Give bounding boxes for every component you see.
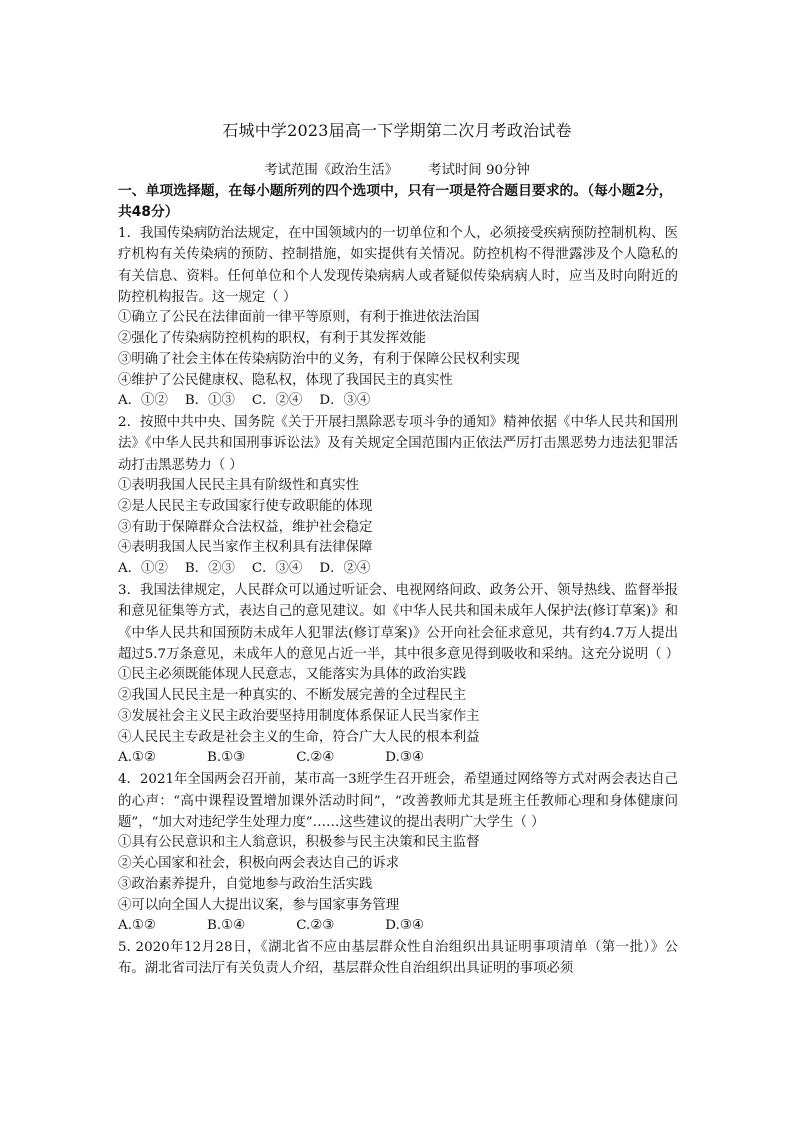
question-stem: 3．我国法律规定，人民群众可以通过听证会、电视网络问政、政务公开、领导热线、监督举报和意见征集等方式，表达自己的意见建议。如《中华人民共和国未成年人保护法(修订草案)》和《中华人民共和国预防未成年人犯罪法(修订草案)》公开向社会征求意见，共有约4.7万人提出超过5.7万条意见，未成年人的意见占近一半，其中很多意见得到吸收和采纳。这充分说明（ ） (118, 583, 680, 662)
answer-options: A．①② B．①③ C．②④ D．③④ (118, 393, 371, 409)
statement-3: ③有助于保障群众合法权益，维护社会稳定 (118, 519, 373, 535)
statement-2: ②强化了传染病防控机构的职权，有利于其发挥效能 (118, 330, 426, 346)
exam-title: 石城中学2023届高一下学期第二次月考政治试卷 (222, 121, 572, 140)
statement-4: ④可以向全国人大提出议案，参与国家事务管理 (118, 897, 400, 913)
statement-2: ②我国人民民主是一种真实的、不断发展完善的全过程民主 (118, 688, 467, 704)
exam-meta (0, 159, 794, 178)
question-5 (118, 937, 678, 980)
statement-1: ①表明我国人民民主具有阶级性和真实性 (118, 478, 360, 494)
answer-options: A．①② B．②③ C．③④ D．②④ (118, 561, 371, 577)
question-stem: 2．按照中共中央、国务院《关于开展扫黑除恶专项斗争的通知》精神依据《中华人民共和国刑法》《中华人民共和国刑事诉讼法》及有关规定全国范围内正依法严厉打击黑恶势力违法犯罪活动打击黑恶势力（ ） (118, 415, 678, 473)
question-3 (118, 580, 678, 769)
statement-1: ①确立了公民在法律面前一律平等原则，有利于推进依法治国 (118, 310, 480, 326)
statement-4: ④表明我国人民当家作主权利具有法律保障 (118, 540, 373, 556)
exam-scope: 考试范围《政治生活》 (264, 163, 399, 178)
question-stem: 1．我国传染病防治法规定，在中国领域内的一切单位和个人，必须接受疾病预防控制机构、医疗机构有关传染病的预防、控制措施，如实提供有关情况。防控机构不得泄露涉及个人隐私的有关信息、资料。任何单位和个人发现传染病病人或者疑似传染病病人时，应当及时向附近的防控机构报告。这一规定（ ） (118, 226, 678, 305)
question-stem: 4．2021年全国两会召开前，某市高一3班学生召开班会，希望通过网络等方式对两会表达自己的心声：“高中课程设置增加课外活动时间”，“改善教师尤其是班主任教师心理和身体健康问题”，“加大对违纪学生处理力度”……这些建议的提出表明广大学生（ ） (118, 772, 678, 830)
statement-2: ②是人民民主专政国家行使专政职能的体现 (118, 498, 373, 514)
section-heading: 一、单项选择题，在每小题所列的四个选项中，只有一项是符合题目要求的。（每小题2分，共48分） (118, 183, 673, 220)
statement-4: ④人民民主专政是社会主义的生命，符合广大人民的根本利益 (118, 729, 480, 745)
statement-3: ③明确了社会主体在传染病防治中的义务，有利于保障公民权利实现 (118, 351, 520, 367)
question-2 (118, 412, 678, 580)
question-stem: 5. 2020年12月28日，《湖北省不应由基层群众性自治组织出具证明事项清单（第一批）》公布。湖北省司法厅有关负责人介绍，基层群众性自治组织出具证明的事项必须 (118, 940, 678, 977)
question-1 (118, 223, 678, 412)
statement-3: ③政治素养提升，自觉地参与政治生活实践 (118, 876, 373, 892)
statement-2: ②关心国家和社会，积极向两会表达自己的诉求 (118, 855, 400, 871)
statement-1: ①具有公民意识和主人翁意识，积极参与民主决策和民主监督 (118, 835, 480, 851)
exam-time: 考试时间 90分钟 (428, 163, 530, 178)
exam-body (118, 181, 678, 980)
statement-4: ④维护了公民健康权、隐私权，体现了我国民主的真实性 (118, 372, 453, 388)
question-4 (118, 769, 678, 937)
answer-options: A.①② B.①③ C.②④ D.③④ (118, 750, 424, 766)
statement-3: ③发展社会主义民主政治要坚持用制度体系保证人民当家作主 (118, 708, 480, 724)
statement-1: ①民主必须既能体现人民意志，又能落实为具体的政治实践 (118, 667, 467, 683)
answer-options: A.①② B.①④ C.②③ D.③④ (118, 918, 424, 934)
